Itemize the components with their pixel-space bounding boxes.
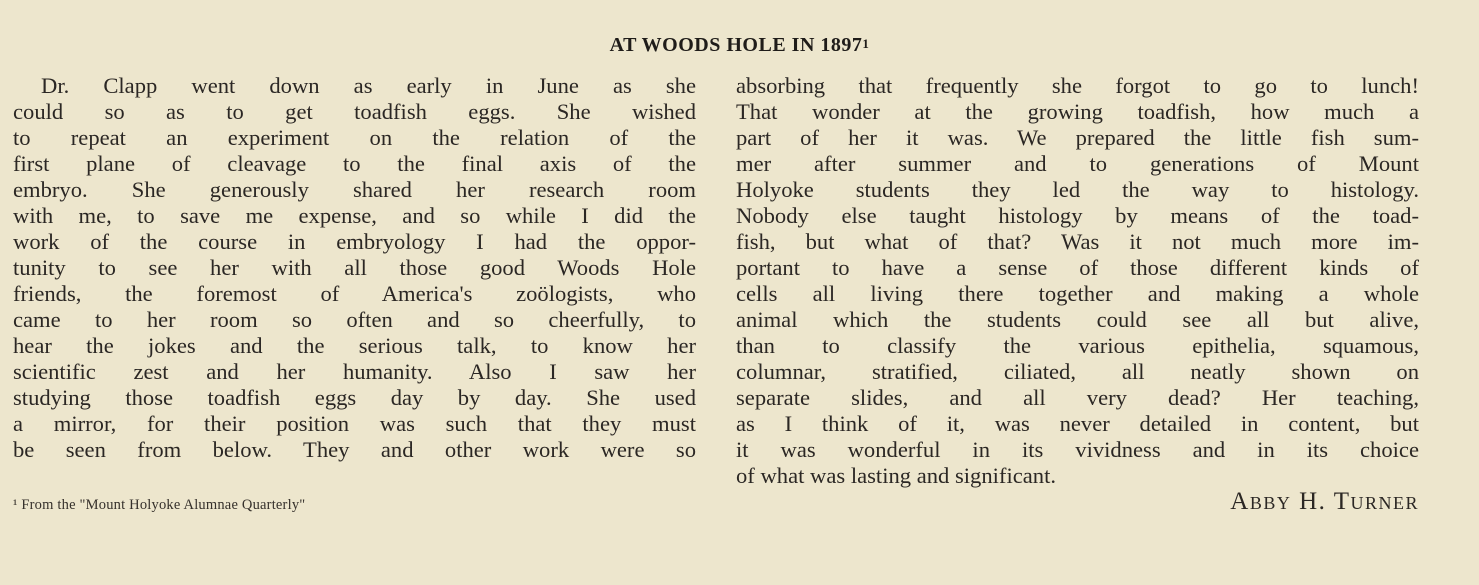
body-line: could so as to get toadfish eggs. She wished [13, 99, 696, 124]
body-line: than to classify the various epithelia, squamous, [736, 333, 1419, 358]
body-line: with me, to save me expense, and so while I did the [13, 203, 696, 228]
body-line: came to her room so often and so cheerfully, to [13, 307, 696, 332]
footnote-marker: 1 [862, 36, 870, 51]
body-line: That wonder at the growing toadfish, how much a [736, 99, 1419, 124]
left-column [13, 73, 696, 463]
body-line: friends, the foremost of America's zoölogists, who [13, 281, 696, 306]
body-line: to repeat an experiment on the relation of the [13, 125, 696, 150]
body-line: tunity to see her with all those good Woods Hole [13, 255, 696, 280]
body-line: it was wonderful in its vividness and in its choice [736, 437, 1419, 462]
body-line: Holyoke students they led the way to histology. [736, 177, 1419, 202]
body-line: absorbing that frequently she forgot to go to lunch! [736, 73, 1419, 98]
body-line: separate slides, and all very dead? Her teaching, [736, 385, 1419, 410]
body-line: as I think of it, was never detailed in content, but [736, 411, 1419, 436]
body-line: portant to have a sense of those different kinds of [736, 255, 1419, 280]
body-line: studying those toadfish eggs day by day. She used [13, 385, 696, 410]
body-line: a mirror, for their position was such that they must [13, 411, 696, 436]
body-line: fish, but what of that? Was it not much more im- [736, 229, 1419, 254]
footnote: ¹ From the "Mount Holyoke Alumnae Quarterly" [13, 497, 306, 513]
body-line: scientific zest and her humanity. Also I saw her [13, 359, 696, 384]
body-line: hear the jokes and the serious talk, to know her [13, 333, 696, 358]
author-signature: Abby H. Turner [1230, 488, 1419, 515]
body-line: be seen from below. They and other work were so [13, 437, 696, 462]
body-line: animal which the students could see all but alive, [736, 307, 1419, 332]
right-column [736, 73, 1419, 489]
body-line: Nobody else taught histology by means of the toad- [736, 203, 1419, 228]
body-line: first plane of cleavage to the final axis of the [13, 151, 696, 176]
body-line: embryo. She generously shared her research room [13, 177, 696, 202]
body-line: Dr. Clapp went down as early in June as she [41, 73, 696, 98]
article-title [0, 34, 1479, 57]
body-line: of what was lasting and significant. [736, 463, 1057, 488]
body-line: part of her it was. We prepared the little fish sum- [736, 125, 1419, 150]
body-line: mer after summer and to generations of Mount [736, 151, 1419, 176]
body-line: cells all living there together and making a whole [736, 281, 1419, 306]
article-title-text: AT WOODS HOLE IN 1897 [609, 34, 863, 56]
body-line: columnar, stratified, ciliated, all neatly shown on [736, 359, 1419, 384]
body-line: work of the course in embryology I had the oppor- [13, 229, 696, 254]
